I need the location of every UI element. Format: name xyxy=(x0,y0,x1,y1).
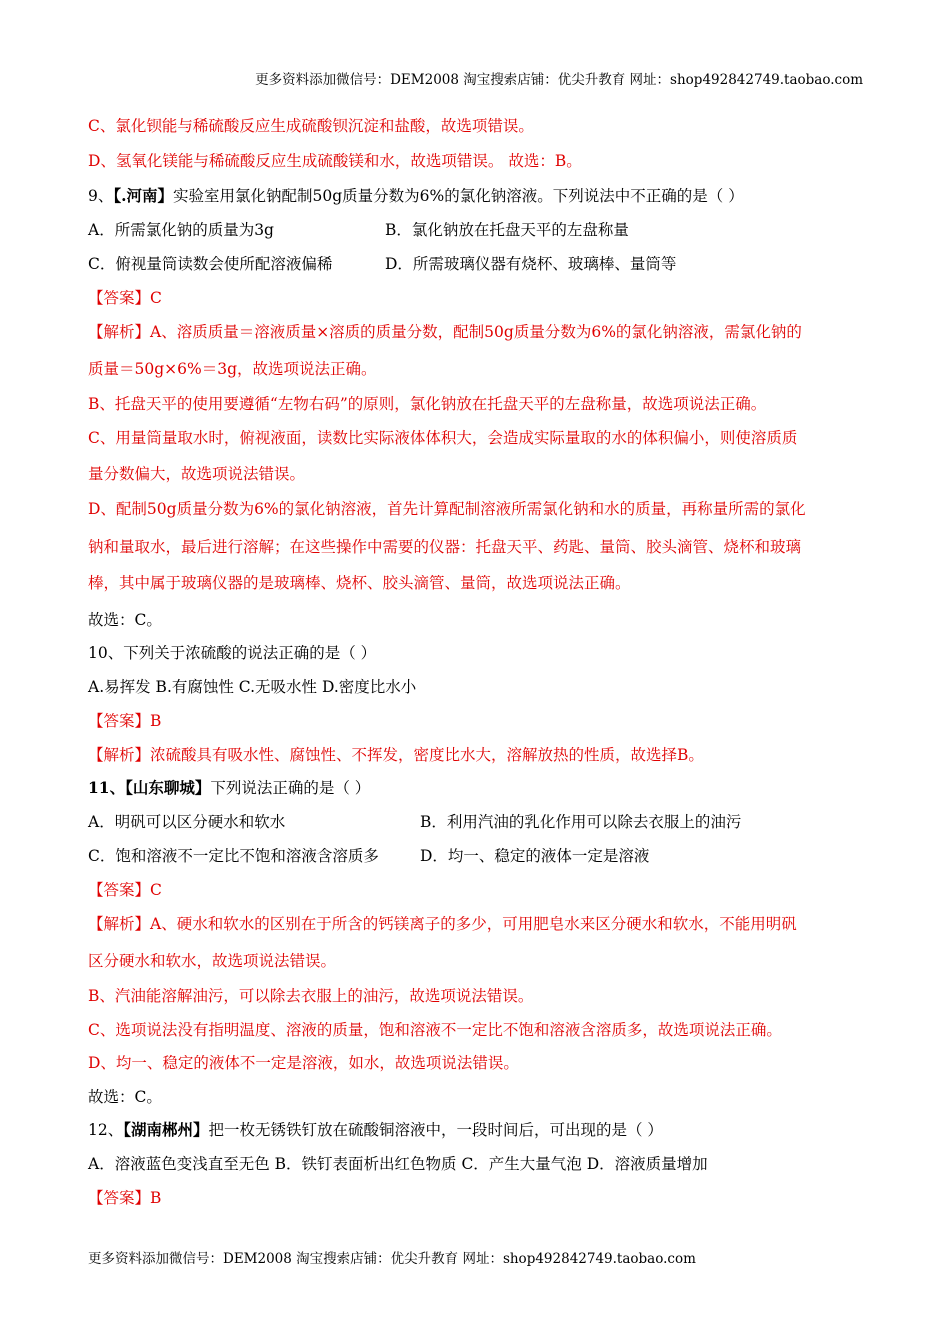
q10-answer: 【答案】B xyxy=(88,712,162,730)
q11-option-c: C．饱和溶液不一定比不饱和溶液含溶质多 xyxy=(88,847,379,865)
prev-analysis-c: C、氯化钡能与稀硫酸反应生成硫酸钡沉淀和盐酸，故选项错误。 xyxy=(88,117,534,135)
q11-option-a: A．明矾可以区分硬水和软水 xyxy=(88,813,286,831)
q12-answer: 【答案】B xyxy=(88,1189,162,1207)
q11-answer: 【答案】C xyxy=(88,881,162,899)
q9-option-c: C．俯视量筒读数会使所配溶液偏稀 xyxy=(88,255,333,273)
q11-analysis-line: D、均一、稳定的液体不一定是溶液，如水，故选项说法错误。 xyxy=(88,1054,519,1072)
q12-source: 【湖南郴州】 xyxy=(123,1120,209,1139)
q11-stem: 下列说法正确的是（ ） xyxy=(210,779,371,797)
q11-option-b: B．利用汽油的乳化作用可以除去衣服上的油污 xyxy=(420,813,742,831)
q9-analysis-line: 质量＝50g×6%＝3g，故选项说法正确。 xyxy=(88,360,377,378)
q10-options: A.易挥发 B.有腐蚀性 C.无吸水性 D.密度比水小 xyxy=(88,678,417,696)
q9-number: 9、 xyxy=(88,187,114,205)
page-header: 更多资料添加微信号：DEM2008 淘宝搜索店铺：优尖升教育 网址：shop492842749.taobao.com xyxy=(255,72,863,88)
q9-answer: 【答案】C xyxy=(88,289,162,307)
q9-stem: 实验室用氯化钠配制50g质量分数为6%的氯化钠溶液。下列说法中不正确的是（ ） xyxy=(173,187,744,205)
q11-analysis-line: B、汽油能溶解油污，可以除去衣服上的油污，故选项说法错误。 xyxy=(88,987,534,1005)
q11-source: 【山东聊城】 xyxy=(125,778,211,797)
q9-stem-line xyxy=(88,184,744,206)
q9-conclusion: 故选：C。 xyxy=(88,611,162,629)
q12-options: A．溶液蓝色变浅直至无色 B．铁钉表面析出红色物质 C．产生大量气泡 D．溶液质量增加 xyxy=(88,1155,708,1173)
q11-stem-line xyxy=(88,776,370,798)
q11-option-d: D．均一、稳定的液体一定是溶液 xyxy=(420,847,650,865)
q11-analysis-line: 【解析】A、硬水和软水的区别在于所含的钙镁离子的多少，可用肥皂水来区分硬水和软水，不能用明矾 xyxy=(88,915,797,933)
q9-analysis-line: 棒，其中属于玻璃仪器的是玻璃棒、烧杯、胶头滴管、量筒，故选项说法正确。 xyxy=(88,574,631,592)
q10-stem: 10、下列关于浓硫酸的说法正确的是（ ） xyxy=(88,644,377,662)
q9-option-a: A．所需氯化钠的质量为3g xyxy=(88,221,274,239)
q11-number: 11、 xyxy=(88,778,126,797)
q12-stem: 把一枚无锈铁钉放在硫酸铜溶液中，一段时间后，可出现的是（ ） xyxy=(208,1121,663,1139)
q9-analysis-line: 【解析】A、溶质质量＝溶液质量×溶质的质量分数，配制50g质量分数为6%的氯化钠溶液，需氯化钠的 xyxy=(88,323,802,341)
prev-analysis-d: D、氢氧化镁能与稀硫酸反应生成硫酸镁和水，故选项错误。 故选：B。 xyxy=(88,152,582,170)
q9-analysis-line: 量分数偏大，故选项说法错误。 xyxy=(88,465,306,483)
q9-analysis-line: C、用量筒量取水时，俯视液面，读数比实际液体体积大，会造成实际量取的水的体积偏小，则使溶质质 xyxy=(88,429,798,447)
q9-analysis-line: D、配制50g质量分数为6%的氯化钠溶液，首先计算配制溶液所需氯化钠和水的质量，再称量所需的氯化 xyxy=(88,500,806,518)
q9-analysis-line: B、托盘天平的使用要遵循“左物右码”的原则，氯化钠放在托盘天平的左盘称量，故选项说法正确。 xyxy=(88,395,767,413)
q11-analysis-line: 区分硬水和软水，故选项说法错误。 xyxy=(88,952,337,970)
q12-number: 12、 xyxy=(88,1121,124,1139)
q9-option-b: B．氯化钠放在托盘天平的左盘称量 xyxy=(385,221,629,239)
q11-analysis-line: C、选项说法没有指明温度、溶液的质量，饱和溶液不一定比不饱和溶液含溶质多，故选项说法正确。 xyxy=(88,1021,782,1039)
q9-option-d: D．所需玻璃仪器有烧杯、玻璃棒、量筒等 xyxy=(385,255,677,273)
q12-stem-line xyxy=(88,1118,663,1140)
q10-analysis: 【解析】浓硫酸具有吸水性、腐蚀性、不挥发，密度比水大，溶解放热的性质，故选择B。 xyxy=(88,746,704,764)
q9-source: 【.河南】 xyxy=(113,186,174,205)
q11-conclusion: 故选：C。 xyxy=(88,1088,162,1106)
q9-analysis-line: 钠和量取水，最后进行溶解；在这些操作中需要的仪器：托盘天平、药匙、量筒、胶头滴管、烧杯和玻璃 xyxy=(88,538,802,556)
page-footer: 更多资料添加微信号：DEM2008 淘宝搜索店铺：优尖升教育 网址：shop492842749.taobao.com xyxy=(88,1251,696,1267)
